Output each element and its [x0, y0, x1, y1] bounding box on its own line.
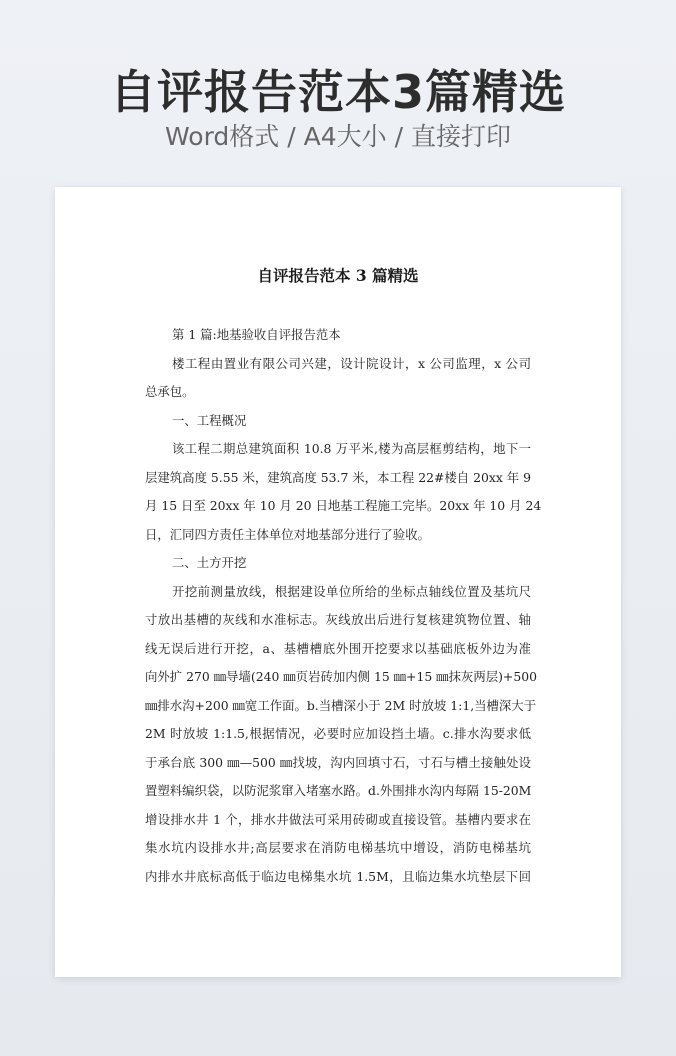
document-line: 二、土方开挖	[172, 555, 247, 570]
document-line: 第 1 篇:地基验收自评报告范本	[172, 327, 341, 342]
document-line: 层建筑高度 5.55 米，建筑高度 53.7 米，本工程 22#楼自 20xx 年 9	[145, 469, 531, 485]
document-line: 于承台底 300 ㎜—500 ㎜找坡，沟内回填寸石，寸石与槽土接触处设	[145, 754, 531, 770]
document-line: 开挖前测量放线，根据建设单位所给的坐标点轴线位置及基坑尺	[172, 583, 531, 599]
document-line: 寸放出基槽的灰线和水准标志。灰线放出后进行复核建筑物位置、轴	[145, 612, 531, 627]
document-line: 置塑料编织袋，以防泥浆窜入堵塞水路。d.外围排水沟内每隔 15-20M	[145, 783, 532, 798]
document-line: 总承包。	[145, 384, 195, 399]
banner-subtitle: Word格式 / A4大小 / 直接打印	[165, 122, 511, 151]
document-line: ㎜排水沟+200 ㎜宽工作面。b.当槽深小于 2M 时放坡 1:1,当槽深大于	[145, 697, 537, 713]
document-page	[55, 187, 621, 977]
document-line: 线无误后进行开挖，a、基槽槽底外围开挖要求以基础底板外边为准	[145, 640, 531, 656]
document-line: 增设排水井 1 个，排水井做法可采用砖砌或直接设管。基槽内要求在	[145, 811, 531, 827]
document-title: 自评报告范本 3 篇精选	[257, 266, 419, 285]
document-line: 集水坑内设排水井;高层要求在消防电梯基坑中增设，消防电梯基坑	[145, 840, 531, 855]
document-line: 内排水井底标高低于临边电梯集水坑 1.5M，且临边集水坑垫层下回	[145, 868, 531, 884]
document-line: 一、工程概况	[172, 412, 247, 428]
document-line: 2M 时放坡 1:1.5,根据情况，必要时应加设挡土墙。c.排水沟要求低	[145, 726, 531, 741]
document-line: 日，汇同四方责任主体单位对地基部分进行了验收。	[145, 526, 430, 542]
document-line: 月 15 日至 20xx 年 10 月 20 日地基工程施工完毕。20xx 年 10 月 24	[145, 498, 542, 513]
document-line: 楼工程由置业有限公司兴建，设计院设计，x 公司监理，x 公司	[172, 355, 531, 371]
banner-title: 自评报告范本3篇精选	[109, 65, 566, 119]
document-line: 该工程二期总建筑面积 10.8 万平米,楼为高层框剪结构，地下一	[172, 441, 531, 456]
document-body	[145, 321, 542, 891]
document-line: 向外扩 270 ㎜导墙(240 ㎜页岩砖加内侧 15 ㎜+15 ㎜抹灰两层)+500	[145, 669, 537, 684]
